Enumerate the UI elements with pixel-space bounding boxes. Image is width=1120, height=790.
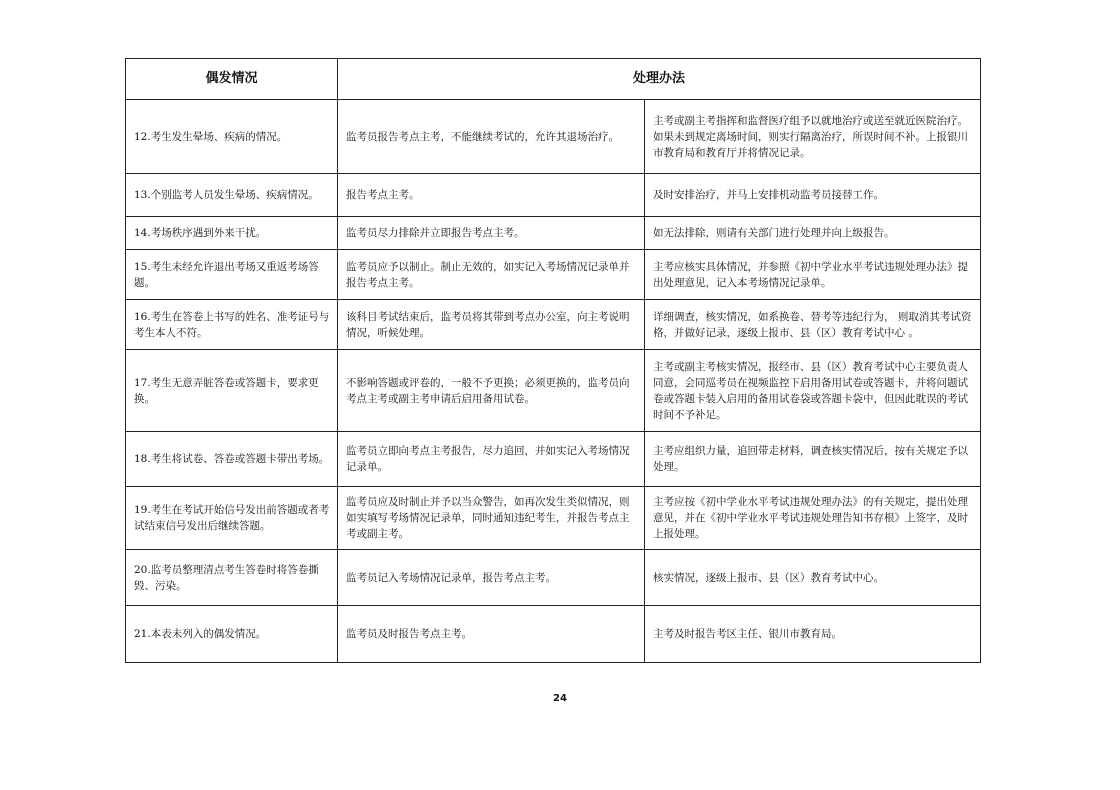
chief-action-cell: 主考应按《初中学业水平考试违规处理办法》的有关规定，提出处理意见，并在《初中学业水平考试违规处理告知书存根》上签字，及时上报处理。 (645, 487, 981, 550)
situation-cell: 20.监考员整理清点考生答卷时将答卷撕毁、污染。 (126, 550, 338, 606)
table-row (126, 487, 981, 550)
chief-action-cell: 核实情况，逐级上报市、县（区）教育考试中心。 (645, 550, 981, 606)
invigilator-action-cell: 监考员记入考场情况记录单，报告考点主考。 (338, 550, 645, 606)
table-row (126, 432, 981, 487)
chief-action-cell: 如无法排除，则请有关部门进行处理并向上级报告。 (645, 217, 981, 250)
invigilator-action-cell: 监考员应及时制止并予以当众警告，如再次发生类似情况，则如实填写考场情况记录单，同时通知违纪考生，并报告考点主考或副主考。 (338, 487, 645, 550)
table-row (126, 606, 981, 663)
situation-cell: 12.考生发生晕场、疾病的情况。 (126, 100, 338, 174)
invigilator-action-cell: 监考员报告考点主考，不能继续考试的，允许其退场治疗。 (338, 100, 645, 174)
chief-action-cell: 主考应核实具体情况，并参照《初中学业水平考试违规处理办法》提出处理意见，记入本考场情况记录单。 (645, 250, 981, 300)
situation-cell: 15.考生未经允许退出考场又重返考场答题。 (126, 250, 338, 300)
table-row (126, 250, 981, 300)
situation-cell: 19.考生在考试开始信号发出前答题或者考试结束信号发出后继续答题。 (126, 487, 338, 550)
header-situation: 偶发情况 (126, 59, 338, 100)
situation-cell: 17.考生无意弄脏答卷或答题卡，要求更换。 (126, 350, 338, 432)
invigilator-action-cell: 监考员应予以制止。制止无效的，如实记入考场情况记录单并报告考点主考。 (338, 250, 645, 300)
chief-action-cell: 主考或副主考指挥和监督医疗组予以就地治疗或送至就近医院治疗。如果未到规定离场时间，则实行隔离治疗，所误时间不补。上报银川市教育局和教育厅并将情况记录。 (645, 100, 981, 174)
table-row (126, 217, 981, 250)
chief-action-cell: 主考或副主考核实情况，报经市、县（区）教育考试中心主要负责人同意，会同巡考员在视频监控下启用备用试卷或答题卡，并将问题试卷或答题卡装入启用的备用试卷袋或答题卡袋中，但因此耽误的考试时间不予补足。 (645, 350, 981, 432)
situation-cell: 18.考生将试卷、答卷或答题卡带出考场。 (126, 432, 338, 487)
header-row (126, 59, 981, 100)
table-row (126, 300, 981, 350)
invigilator-action-cell: 监考员及时报告考点主考。 (338, 606, 645, 663)
situation-cell: 13.个别监考人员发生晕场、疾病情况。 (126, 174, 338, 217)
invigilator-action-cell: 监考员立即向考点主考报告，尽力追回，并如实记入考场情况记录单。 (338, 432, 645, 487)
table-row (126, 174, 981, 217)
invigilator-action-cell: 该科目考试结束后，监考员将其带到考点办公室，向主考说明情况，听候处理。 (338, 300, 645, 350)
chief-action-cell: 详细调查，核实情况，如系换卷、替考等违纪行为， 则取消其考试资格，并做好记录，逐级上报市、县（区）教育考试中心 。 (645, 300, 981, 350)
situation-cell: 21.本表未列入的偶发情况。 (126, 606, 338, 663)
table-row (126, 550, 981, 606)
invigilator-action-cell: 报告考点主考。 (338, 174, 645, 217)
table-row (126, 100, 981, 174)
page-number: 24 (553, 693, 567, 704)
invigilator-action-cell: 监考员尽力排除并立即报告考点主考。 (338, 217, 645, 250)
situation-cell: 16.考生在答卷上书写的姓名、准考证号与考生本人不符。 (126, 300, 338, 350)
incident-handling-table (125, 58, 981, 663)
situation-cell: 14.考场秩序遇到外来干扰。 (126, 217, 338, 250)
chief-action-cell: 及时安排治疗，并马上安排机动监考员接替工作。 (645, 174, 981, 217)
table-row (126, 350, 981, 432)
chief-action-cell: 主考应组织力量，追回带走材料，调查核实情况后，按有关规定予以处理。 (645, 432, 981, 487)
chief-action-cell: 主考及时报告考区主任、银川市教育局。 (645, 606, 981, 663)
invigilator-action-cell: 不影响答题或评卷的，一般不予更换；必须更换的，监考员向考点主考或副主考申请后启用备用试卷。 (338, 350, 645, 432)
header-handling: 处理办法 (338, 59, 981, 100)
